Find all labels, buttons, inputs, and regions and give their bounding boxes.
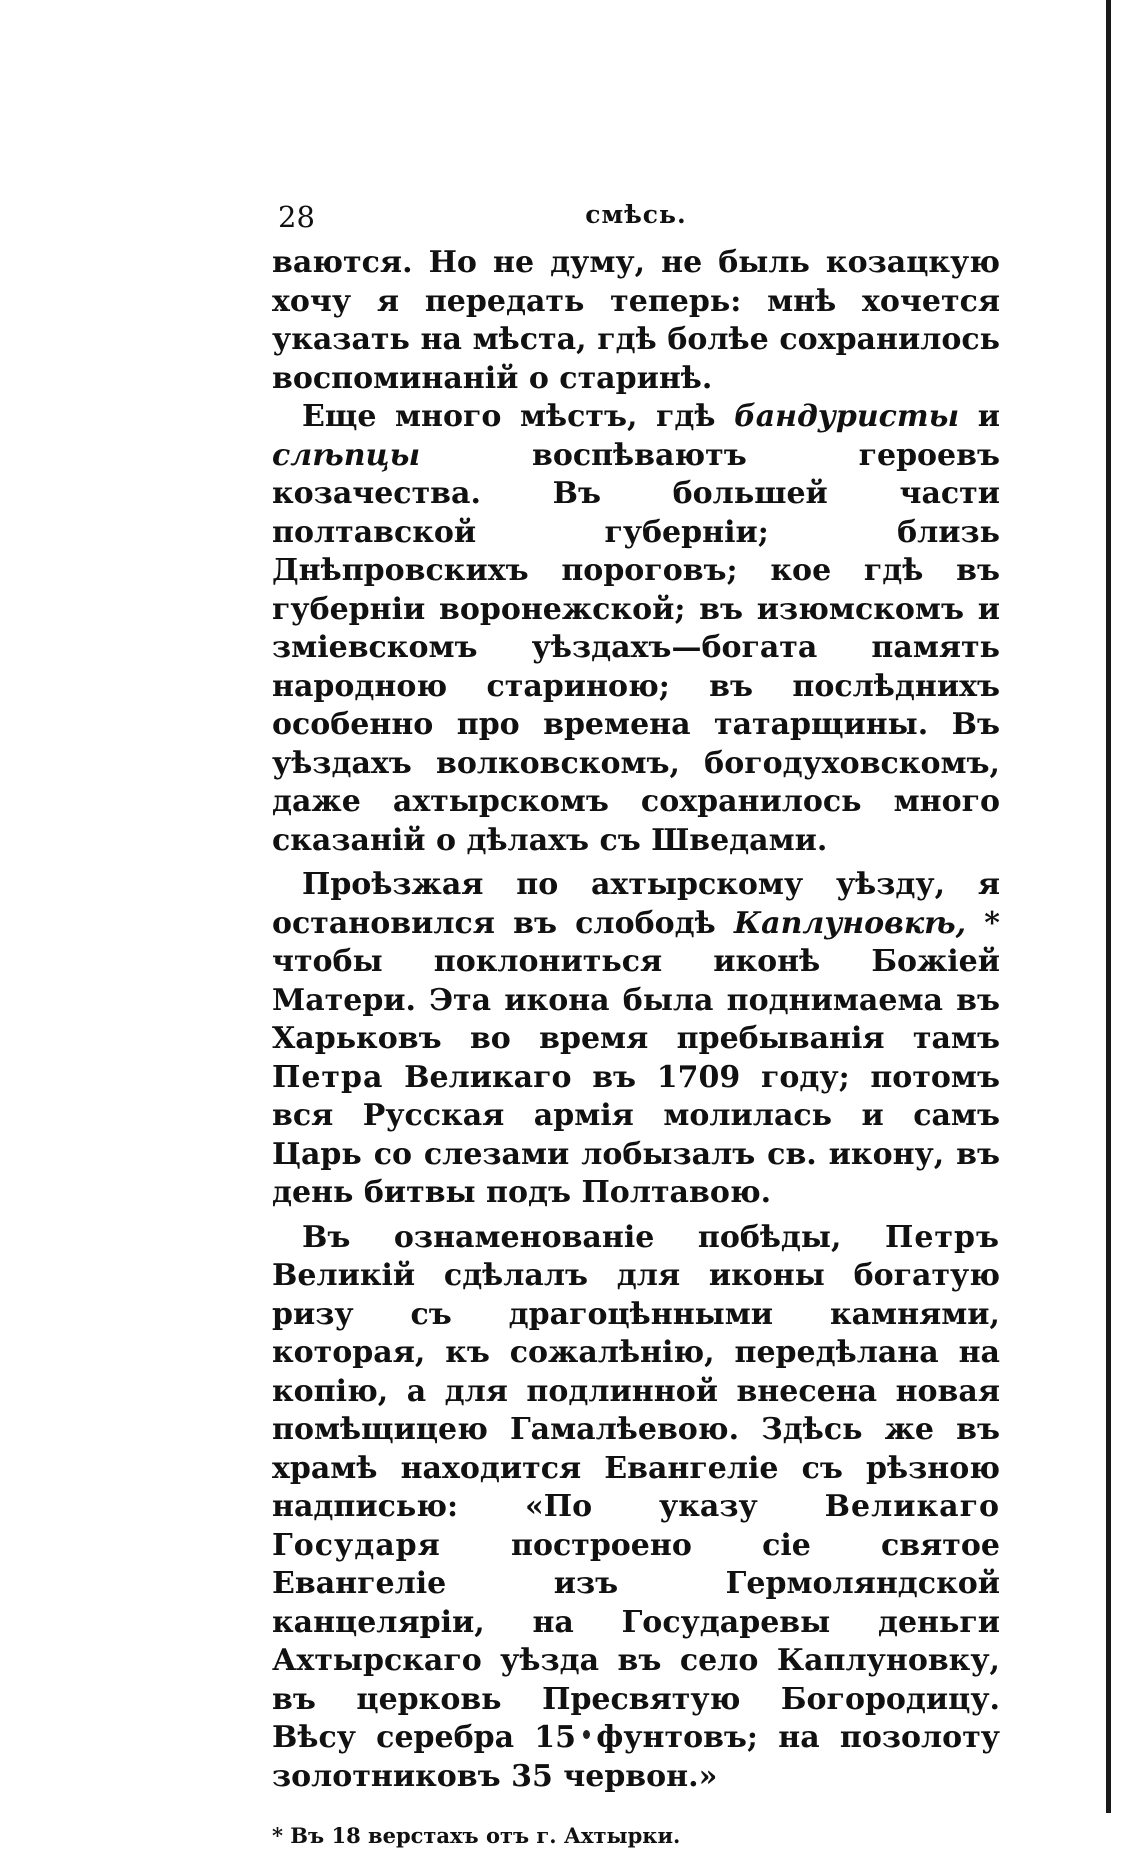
paragraph-1-text: ваются. Но не думу, не быль козацкую хочу я передать теперь: мнѣ хочется указать на мѣста, гдѣ болѣе сохранилось воспоминаній о старинѣ. [272,245,1000,396]
page-edge-shadow [1106,0,1111,1813]
paragraph-4-smallcaps-b: Великаго Государя [272,1489,1000,1563]
paragraph-4-text-a: Въ ознаменованіе побѣды, [302,1219,885,1255]
paragraph-4-text-b: Великій сдѣлалъ для иконы богатую ризу съ драгоцѣнными камнями, которая, къ сожалѣнію, передѣлана на копію, а для подлинной внесена новая помѣщицею Гамалѣевою. Здѣсь же въ храмѣ находится Евангеліе съ рѣзною надписью: «По указу [272,1258,1000,1524]
footnote [272,1822,1000,1850]
page-number: 28 [278,200,315,234]
paragraph-2-text-b: и [959,399,1000,434]
paragraph-2-italic-a: бандуристы [734,399,960,434]
book-page [272,200,1000,1850]
paragraph-2 [272,398,1000,860]
paragraph-2-text-a: Еще много мѣстъ, гдѣ [302,399,735,434]
paragraph-4-text-c: построено сіе святое Евангеліе изъ Гермоляндской канцеляріи, на Государевы деньги Ахтырскаго уѣзда въ село Каплуновку, въ церковь Пресвятую Богородицу. Вѣсу серебра 15 фунтовъ; на позолоту золотниковъ 35 червон.» [272,1527,1000,1794]
paragraph-3 [272,866,1000,1213]
page-header [272,200,1000,244]
paragraph-3-text-c: Великаго въ 1709 году; потомъ вся Русская армія молилась и самъ Царь со слезами лобызалъ св. икону, въ день битвы подъ Полтавою. [272,1059,1000,1210]
paragraph-2-italic-b: слѣпцы [272,437,421,473]
paragraph-1 [272,244,1000,398]
paragraph-3-italic-a: Каплуновкѣ, [733,905,967,941]
paragraph-4-smallcaps-a: Петръ [885,1219,1000,1255]
paragraph-3-text-b: * чтобы поклониться иконѣ Божіей Матери. Эта икона была поднимаема въ Харьковъ во время пребыванія тамъ [272,905,1000,1056]
paragraph-3-smallcaps-a: Петра [272,1059,384,1095]
paragraph-4 [272,1219,1000,1797]
paragraph-2-text-c: воспѣваютъ героевъ козачества. Въ большей части полтавской губерніи; близь Днѣпровскихъ пороговъ; кое гдѣ въ губерніи воронежской; въ изюмскомъ и зміевскомъ уѣздахъ—богата память народною стариною; въ послѣднихъ особенно про времена татарщины. Въ уѣздахъ волковскомъ, богодуховскомъ, даже ахтырскомъ сохранилось много сказаній о дѣлахъ съ Шведами. [272,437,1000,858]
paragraph-3-text-a: Проѣзжая по ахтырскому уѣзду, я остановился въ слободѣ [272,867,1000,941]
running-title: смѣсь. [585,200,687,229]
footnote-text: * Въ 18 верстахъ отъ г. Ахтырки. [272,1823,681,1848]
